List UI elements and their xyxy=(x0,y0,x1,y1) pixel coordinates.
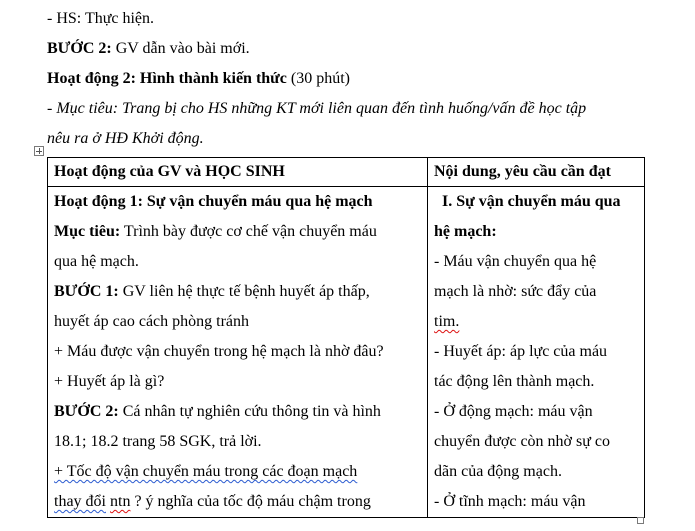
goal-line xyxy=(54,217,421,247)
step2-task-text-cont: 18.1; 18.2 trang 58 SGK, trả lời. xyxy=(54,433,262,450)
goal-text: Trình bày được cơ chế vận chuyển máu xyxy=(120,223,377,240)
step2-text: GV dẫn vào bài mới. xyxy=(111,40,250,57)
table-row xyxy=(48,187,645,518)
content-line-3 xyxy=(434,307,638,337)
question-3-text: + Tốc độ vận chuyển máu trong các đoạn mạch xyxy=(54,463,358,480)
content-line-2: mạch là nhờ: sức đẩy của xyxy=(434,283,597,300)
activity2-label: Hoạt động 2: Hình thành kiến thức xyxy=(47,70,287,87)
goal-line-2 xyxy=(47,128,204,150)
content-line-9: - Ở tĩnh mạch: máu vận xyxy=(434,493,586,510)
hs-line xyxy=(47,8,154,30)
col2-header-text: Nội dung, yêu cầu cần đạt xyxy=(434,163,611,180)
question-3 xyxy=(54,457,421,487)
step2-task-label: BƯỚC 2: xyxy=(54,403,119,420)
content-line-7: chuyển được còn nhờ sự co xyxy=(434,433,610,450)
goal-text-cont: qua hệ mạch. xyxy=(54,253,139,270)
question-4-part-d: ? ý nghĩa của tốc độ máu chậm trong xyxy=(130,493,371,510)
step1-text: GV liên hệ thực tế bệnh huyết áp thấp, xyxy=(118,283,370,300)
goal-line-1 xyxy=(47,98,586,120)
content-line-6: - Ở động mạch: máu vận xyxy=(434,403,593,420)
question-4-abbrev: ntn xyxy=(110,493,131,510)
activity1-title: Hoạt động 1: Sự vận chuyển máu qua hệ mạch xyxy=(54,193,373,210)
col1-header xyxy=(48,158,428,187)
goal-label: Mục tiêu: xyxy=(54,223,121,240)
lesson-table xyxy=(47,157,645,518)
question-1: + Máu được vận chuyển trong hệ mạch là nhờ đâu? xyxy=(54,343,384,360)
table-move-handle-icon[interactable] xyxy=(34,146,44,156)
content-line-4: - Huyết áp: áp lực của máu xyxy=(434,343,608,360)
hs-text: - HS: Thực hiện. xyxy=(47,10,155,27)
table-resize-handle-icon[interactable] xyxy=(637,517,644,524)
step1-line xyxy=(54,277,421,307)
content-line-8: dãn của động mạch. xyxy=(434,463,562,480)
goal-text-2: nêu ra ở HĐ Khởi động. xyxy=(47,130,204,147)
step1-label: BƯỚC 1: xyxy=(54,283,119,300)
table-header-row xyxy=(48,158,645,187)
step2-task-line xyxy=(54,397,421,427)
question-4 xyxy=(54,487,421,517)
col2-header xyxy=(428,158,645,187)
content-line-5: tác động lên thành mạch. xyxy=(434,373,595,390)
content-line-1: - Máu vận chuyển qua hệ xyxy=(434,253,597,270)
section-title-1: I. Sự vận chuyển máu qua xyxy=(442,193,621,210)
step2-label: BƯỚC 2: xyxy=(47,40,112,57)
activity2-heading xyxy=(47,68,350,90)
question-2: + Huyết áp là gì? xyxy=(54,373,165,390)
step2-line xyxy=(47,38,250,60)
teacher-student-cell[interactable] xyxy=(48,187,428,518)
col1-header-text: Hoạt động của GV và HỌC SINH xyxy=(54,163,285,180)
step1-text-cont: huyết áp cao cách phòng tránh xyxy=(54,313,250,330)
step2-task-text: Cá nhân tự nghiên cứu thông tin và hình xyxy=(118,403,381,420)
activity2-time: (30 phút) xyxy=(286,70,350,87)
content-requirements-cell[interactable] xyxy=(428,187,645,518)
goal-text-1: - Mục tiêu: Trang bị cho HS những KT mới liên quan đến tình huống/vấn đề học tập xyxy=(47,100,587,117)
section-title-2: hệ mạch: xyxy=(434,223,497,240)
content-line-3-text: tim. xyxy=(434,313,460,330)
question-4-part-a: thay đổi xyxy=(54,493,106,510)
